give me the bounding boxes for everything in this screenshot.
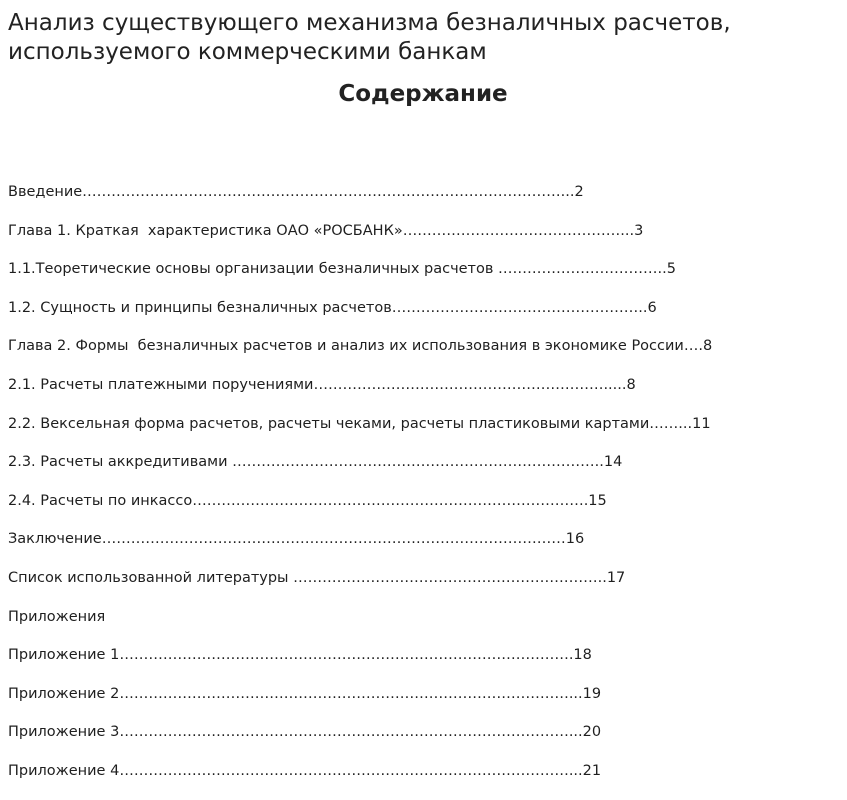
toc-entry-section-2-2: 2.2. Вексельная форма расчетов, расчеты чеками, расчеты пластиковыми картами……...11: [8, 415, 711, 432]
toc-heading: Содержание: [338, 81, 508, 107]
toc-entry-references: Список использованной литературы ………………………………………………………..17: [8, 569, 626, 586]
toc-entry-section-1-1: 1.1.Теоретические основы организации безналичных расчетов ……………………………..5: [8, 261, 676, 278]
toc-entry-chapter-1: Глава 1. Краткая характеристика ОАО «РОСБАНК»………………………………………...3: [8, 222, 644, 239]
document-page: [8, 0, 838, 779]
document-title: Анализ существующего механизма безналичных расчетов, используемого коммерческими банкам: [8, 10, 731, 65]
toc-entry-appendix-1: Приложение 1………………………………………………………………………………….18: [8, 647, 592, 664]
toc-entry-section-2-1: 2.1. Расчеты платежными поручениями…………………………………………………….....8: [8, 376, 636, 393]
toc-entry-section-1-2: 1.2. Сущность и принципы безналичных расчетов……………………………………………..6: [8, 299, 657, 316]
toc-entry-appendices: Приложения: [8, 608, 106, 625]
toc-entry-appendix-2: Приложение 2…………………………………………………………………………………...19: [8, 685, 602, 702]
toc-entry-appendix-3: Приложение 3…………………………………………………………………………………...20: [8, 724, 602, 741]
toc-entry-conclusion: Заключение……………………………………………………………………………………16: [8, 531, 585, 548]
toc-entry-section-2-4: 2.4. Расчеты по инкассо……………………………………………………………………….15: [8, 492, 607, 509]
toc-entry-chapter-2: Глава 2. Формы безналичных расчетов и анализ их использования в экономике России….8: [8, 338, 713, 355]
table-of-contents: [8, 182, 838, 800]
toc-entry-section-2-3: 2.3. Расчеты аккредитивами …………………………………………………………………..14: [8, 454, 623, 471]
toc-entry-introduction: Введение………………………………………………………………………………………...2: [8, 184, 584, 200]
toc-entry-appendix-4: Приложение 4…………………………………………………………………………………...21: [8, 762, 602, 779]
